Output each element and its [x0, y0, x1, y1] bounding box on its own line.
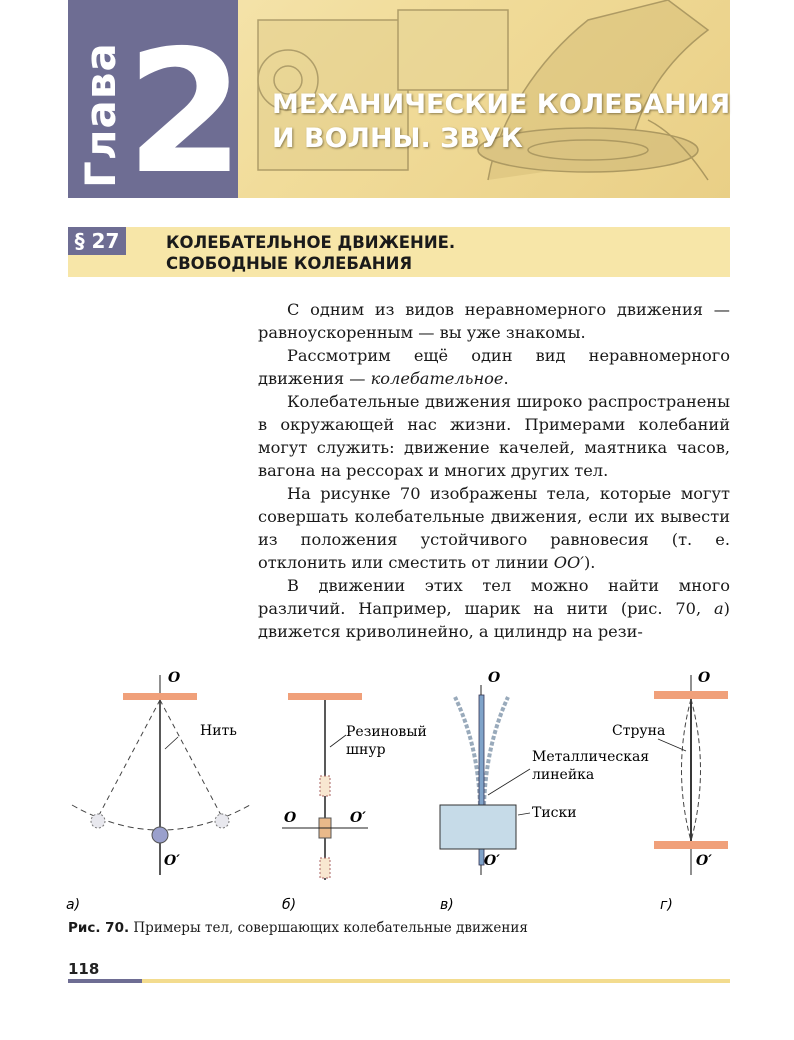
footer-rule	[142, 979, 730, 983]
ceiling-g	[654, 691, 728, 699]
footer-bar	[68, 979, 142, 983]
ball-right-position	[215, 814, 229, 828]
label-o-b: O	[284, 810, 297, 826]
figure-b-rubber-cord	[282, 693, 427, 913]
paragraph-2: Рассмотрим ещё один вид неравномерного движения — колебательное.	[258, 346, 730, 388]
figure-70	[60, 665, 740, 915]
letter-a: а)	[66, 897, 81, 913]
label-rubber-line1: Резиновый	[346, 724, 427, 740]
ceiling-b	[288, 693, 362, 700]
section-title: КОЛЕБАТЕЛЬНОЕ ДВИЖЕНИЕ. СВОБОДНЫЕ КОЛЕБАНИЯ	[166, 233, 456, 273]
chapter-word: Глава	[76, 42, 125, 188]
figure-a-pendulum	[66, 670, 250, 913]
label-ruler-line1: Металлическая	[532, 749, 650, 765]
ball	[152, 827, 168, 843]
paragraph-5: В движении этих тел можно найти много различий. Например, шарик на нити (рис. 70, а) движется криволинейно, а цилиндр на рези-	[258, 576, 730, 641]
paragraph-3: Колебательные движения широко распространены в окружающей нас жизни. Примерами колебаний могут служить: движение качелей, маятника часов, вагона на рессорах и многих других тел.	[258, 392, 730, 480]
figure-g-string	[612, 670, 728, 913]
chapter-number: 2	[126, 14, 245, 212]
label-o-prime-b: O′	[350, 810, 366, 826]
page-number: 118	[68, 960, 100, 978]
label-thread: Нить	[200, 723, 237, 739]
ceiling-a	[123, 693, 197, 700]
ball-left-position	[91, 814, 105, 828]
figure-caption: Рис. 70. Примеры тел, совершающих колебательные движения	[68, 920, 528, 936]
figure-v-ruler	[440, 670, 649, 913]
label-ruler-line2: линейка	[532, 767, 595, 783]
label-o-v: O	[488, 670, 501, 686]
label-o-g: O	[698, 670, 711, 686]
chapter-title: МЕХАНИЧЕСКИЕ КОЛЕБАНИЯ И ВОЛНЫ. ЗВУК	[272, 89, 731, 154]
label-rubber-line2: шнур	[346, 742, 386, 758]
letter-g: г)	[660, 897, 673, 913]
paragraph-1: С одним из видов неравномерного движения — равноускоренным — вы уже знакомы.	[258, 300, 730, 342]
label-o-prime-v: O′	[484, 853, 500, 869]
letter-v: в)	[440, 897, 454, 913]
paragraph-4: На рисунке 70 изображены тела, которые могут совершать колебательные движения, если их вывести из положения устойчивого равновесия (т. е. отклонить или сместить от линии OO′).	[258, 484, 730, 572]
floor-g	[654, 841, 728, 849]
label-vise: Тиски	[532, 805, 577, 821]
section-number: § 27	[68, 227, 126, 255]
vise	[440, 805, 516, 849]
label-string: Струна	[612, 723, 666, 739]
body-text	[258, 298, 730, 643]
label-o-prime-g: O′	[696, 853, 712, 869]
letter-b: б)	[282, 897, 297, 913]
label-o-a: O	[168, 670, 181, 686]
label-o-prime-a: O′	[164, 853, 180, 869]
